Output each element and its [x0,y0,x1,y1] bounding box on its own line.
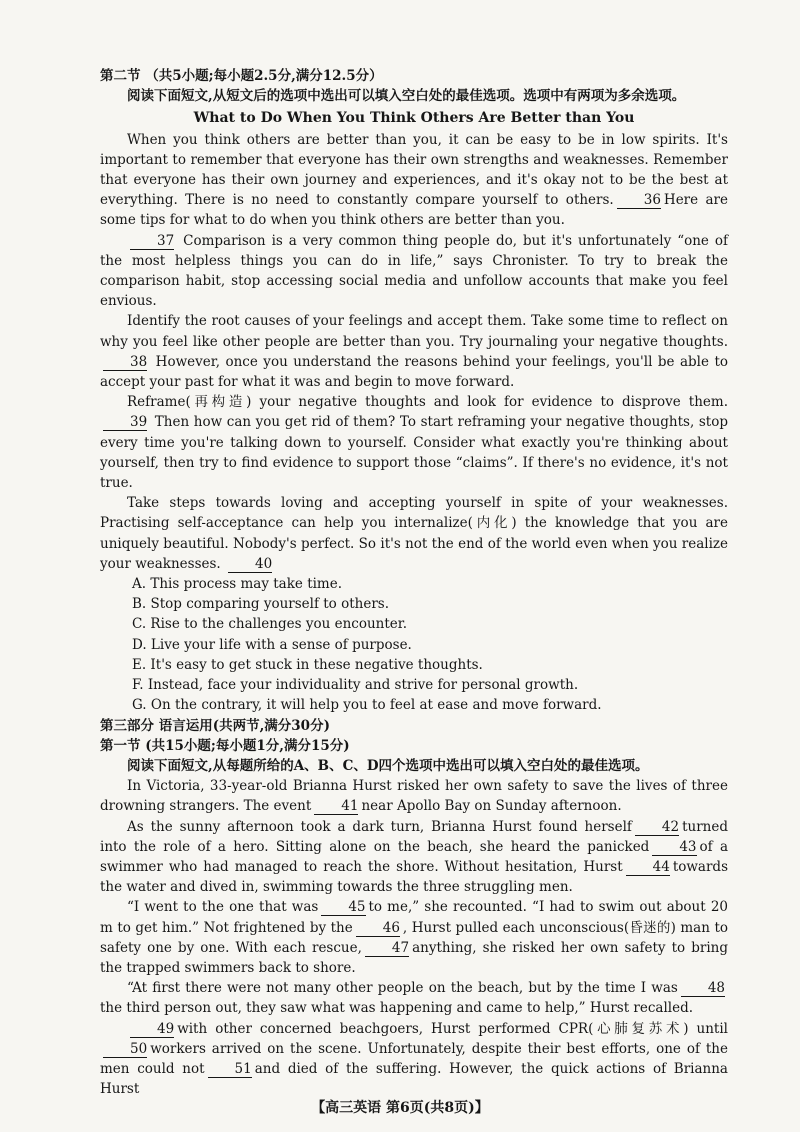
blank-42: 42 [635,819,679,836]
page-footer: 【高三英语 第6页(共8页)】 [311,1100,489,1116]
cloze-paragraph-5: 49 with other concerned beachgoers, Hurst performed CPR(心肺复苏术) until50 workers arrived on the scene. Unfortunately, despite their best efforts, one of the men could not 51 and died of the suffering. However, the quick actions of Brianna Hurst [100,1020,728,1098]
option-f: F. Instead, face your individuality and strive for personal growth. [132,677,579,694]
blank-51: 51 [208,1061,252,1078]
paragraph-3: Identify the root causes of your feelings and accept them. Take some time to reflect on why you feel like other people are better than you. Try journaling your negative thoughts. 38 However, once you understand the reasons behind your feelings, you'll be able to accept your past for what it was and begin to move forward. [100,313,729,391]
blank-38: 38 [103,354,147,371]
blank-41: 41 [314,798,358,815]
page-content [100,66,728,1099]
paragraph-2: 37 Comparison is a very common thing people do, but it's unfortunately “one of the most helpless things you can do in life,” says Chronister. To try to break the comparison habit, stop accessing social media and unfollow accounts that make you feel envious. [100,232,728,310]
blank-48: 48 [681,980,725,997]
blank-49: 49 [130,1021,174,1038]
option-g: G. On the contrary, it will help you to feel at ease and move forward. [132,697,602,714]
option-c: C. Rise to the challenges you encounter. [132,616,408,633]
section2-heading: 第二节 （共5小题;每小题2.5分,满分12.5分） [100,68,383,84]
part3-subheading: 第一节 (共15小题;每小题1分,满分15分) [100,737,350,754]
option-e: E. It's easy to get stuck in these negative thoughts. [132,656,483,673]
section2-instruction: 阅读下面短文,从短文后的选项中选出可以填入空白处的最佳选项。选项中有两项为多余选项。 [127,88,686,105]
option-a: A. This process may take time. [132,576,343,593]
blank-46: 46 [356,920,400,937]
cloze-paragraph-3: “I went to the one that was 45 to me,” she recounted. “I had to swim out about 20 m to get him.” Not frightened by the 46 , Hurst pulled each unconscious(昏迷的) man to safety one by one. With each rescue, 47 anything, she risked her own safety to bring the trapped swimmers back to shore. [100,899,728,976]
option-d: D. Live your life with a sense of purpose. [132,636,412,653]
blank-40: 40 [228,556,272,573]
paragraph-5: Take steps towards loving and accepting yourself in spite of your weaknesses. Practising self-acceptance can help you internalize(内化) the knowledge that you are uniquely beautiful. Nobody's perfect. So it's not the end of the world even when you realize your weaknesses. 40 [100,495,728,572]
passage-title: What to Do When You Think Others Are Better than You [193,110,635,127]
blank-44: 44 [626,859,670,876]
part3-heading: 第三部分 语言运用(共两节,满分30分) [100,717,330,734]
blank-45: 45 [321,899,365,916]
cloze-paragraph-2: As the sunny afternoon took a dark turn, Brianna Hurst found herself 42 turned into the role of a hero. Sitting alone on the beach, she heard the panicked 43 of a swimmer who had managed to reach the shore. Without hesitation, Hurst 44 towards the water and dived in, swimming towards the three struggling men. [100,818,728,896]
blank-50: 50 [103,1041,147,1058]
cloze-paragraph-4: “At first there were not many other people on the beach, but by the time I was 48the third person out, they saw what was happening and came to help,” Hurst recalled. [100,980,725,1017]
blank-39: 39 [103,414,147,431]
paragraph-4: Reframe(再构造) your negative thoughts and look for evidence to disprove them. 39 Then how can you get rid of them? To start reframing your negative thoughts, stop every time you're talking down to yourself. Consider what exactly you're thinking about yourself, then try to find evidence to support those “claims”. If there's no evidence, it's not true. [100,394,728,492]
blank-43: 43 [652,839,696,856]
blank-47: 47 [365,940,409,957]
option-b: B. Stop comparing yourself to others. [132,596,389,613]
part3-instruction: 阅读下面短文,从每题所给的A、B、C、D四个选项中选出可以填入空白处的最佳选项。 [127,757,649,774]
blank-36: 36 [617,192,661,209]
paragraph-1: When you think others are better than you, it can be easy to be in low spirits. It's important to remember that everyone has their own strengths and weaknesses. Remember that everyone has their own journey and experiences, and it's okay not to be the best at everything. There is no need to constantly compare yourself to others. 36 Here are some tips for what to do when you think others are better than you. [100,131,729,229]
cloze-paragraph-1: In Victoria, 33-year-old Brianna Hurst risked her own safety to save the lives of three drowning strangers. The event 41 near Apollo Bay on Sunday afternoon. [100,778,728,815]
blank-37: 37 [130,233,174,250]
